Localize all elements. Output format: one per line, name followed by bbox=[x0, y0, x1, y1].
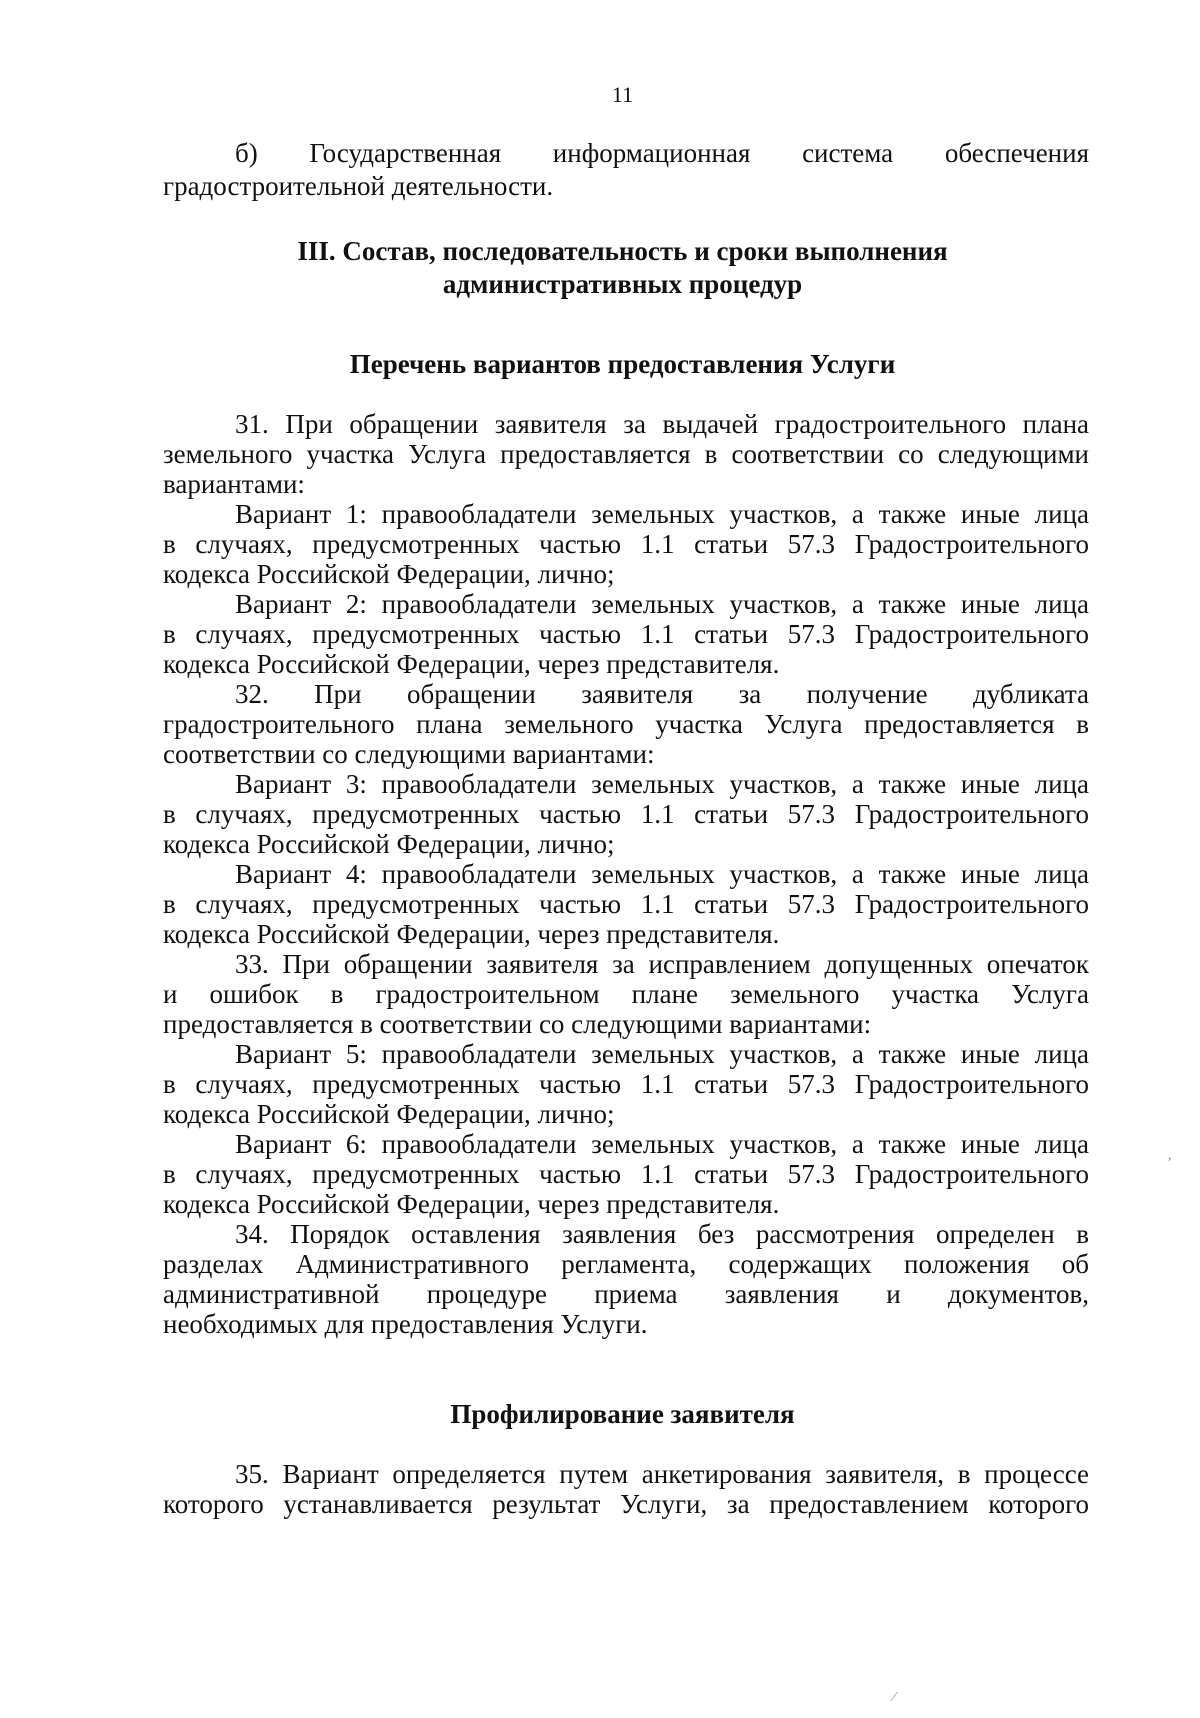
paragraph-line: предоставляется в соответствии со следующими вариантами: bbox=[163, 1009, 872, 1039]
paragraph-line: земельного участка Услуга предоставляется в соответствии со следующими bbox=[163, 439, 1089, 469]
paragraph-line: в случаях, предусмотренных частью 1.1 статьи 57.3 Градостроительного bbox=[163, 619, 1089, 649]
paragraph-line: и ошибок в градостроительном плане земельного участка Услуга bbox=[163, 979, 1089, 1009]
paragraph-first-line: б) Государственная информационная система обеспечения bbox=[235, 138, 1089, 168]
scan-speck: ⁄ bbox=[893, 1690, 896, 1705]
paragraph-first-line: Вариант 6: правообладатели земельных участков, а также иные лица bbox=[235, 1129, 1089, 1159]
paragraph-first-line: 34. Порядок оставления заявления без рассмотрения определен в bbox=[235, 1219, 1089, 1249]
paragraph-first-line: Вариант 4: правообладатели земельных участков, а также иные лица bbox=[235, 859, 1089, 889]
paragraph-line: необходимых для предоставления Услуги. bbox=[163, 1309, 648, 1339]
paragraph-line: в случаях, предусмотренных частью 1.1 статьи 57.3 Градостроительного bbox=[163, 799, 1089, 829]
paragraph-line: кодекса Российской Федерации, через представителя. bbox=[163, 1189, 780, 1219]
paragraph-line: кодекса Российской Федерации, через представителя. bbox=[163, 919, 780, 949]
paragraph-line: кодекса Российской Федерации, через представителя. bbox=[163, 649, 780, 679]
paragraph-first-line: 31. При обращении заявителя за выдачей градостроительного плана bbox=[235, 409, 1089, 439]
paragraph-line: кодекса Российской Федерации, лично; bbox=[163, 829, 615, 859]
section-heading: Перечень вариантов предоставления Услуги bbox=[349, 349, 896, 379]
paragraph-first-line: Вариант 1: правообладатели земельных участков, а также иные лица bbox=[235, 499, 1089, 529]
paragraph-line: градостроительной деятельности. bbox=[163, 171, 554, 201]
paragraph-first-line: 33. При обращении заявителя за исправлением допущенных опечаток bbox=[235, 949, 1089, 979]
paragraph-first-line: Вариант 5: правообладатели земельных участков, а также иные лица bbox=[235, 1039, 1089, 1069]
paragraph-first-line: 35. Вариант определяется путем анкетирования заявителя, в процессе bbox=[235, 1459, 1089, 1489]
paragraph-first-line: Вариант 2: правообладатели земельных участков, а также иные лица bbox=[235, 589, 1089, 619]
paragraph-line: которого устанавливается результат Услуги, за предоставлением которого bbox=[163, 1489, 1089, 1519]
paragraph-line: в случаях, предусмотренных частью 1.1 статьи 57.3 Градостроительного bbox=[163, 889, 1089, 919]
paragraph-first-line: Вариант 3: правообладатели земельных участков, а также иные лица bbox=[235, 769, 1089, 799]
paragraph-line: разделах Административного регламента, содержащих положения об bbox=[163, 1249, 1089, 1279]
paragraph-line: соответствии со следующими вариантами: bbox=[163, 739, 655, 769]
paragraph-line: градостроительного плана земельного участка Услуга предоставляется в bbox=[163, 709, 1089, 739]
section-heading: III. Состав, последовательность и сроки выполнения bbox=[297, 236, 948, 266]
paragraph-line: кодекса Российской Федерации, лично; bbox=[163, 1099, 615, 1129]
section-heading: Профилирование заявителя bbox=[450, 1399, 795, 1429]
paragraph-line: в случаях, предусмотренных частью 1.1 статьи 57.3 Градостроительного bbox=[163, 1069, 1089, 1099]
scan-speck: , bbox=[1168, 1148, 1172, 1163]
paragraph-line: кодекса Российской Федерации, лично; bbox=[163, 559, 615, 589]
section-heading: административных процедур bbox=[442, 269, 803, 299]
paragraph-first-line: 32. При обращении заявителя за получение дубликата bbox=[235, 679, 1089, 709]
paragraph-line: в случаях, предусмотренных частью 1.1 статьи 57.3 Градостроительного bbox=[163, 1159, 1089, 1189]
paragraph-line: вариантами: bbox=[163, 469, 305, 499]
paragraph-line: административной процедуре приема заявления и документов, bbox=[163, 1279, 1089, 1309]
paragraph-line: в случаях, предусмотренных частью 1.1 статьи 57.3 Градостроительного bbox=[163, 529, 1089, 559]
page-number: 11 bbox=[611, 82, 634, 107]
